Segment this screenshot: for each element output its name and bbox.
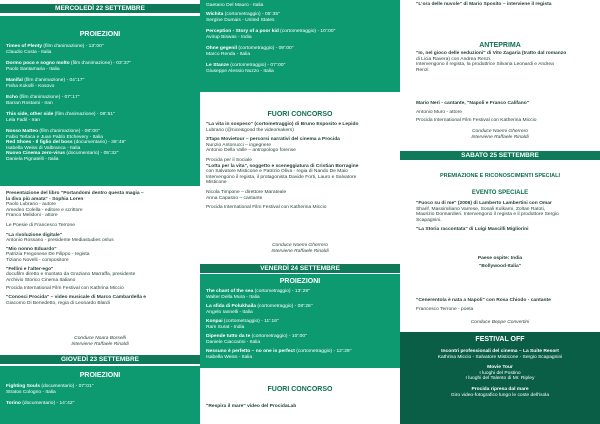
host-block-wednesday — [0, 336, 200, 347]
film-list — [6, 44, 131, 163]
guest-line: Amedeo Colella - editore e scrittore — [6, 207, 83, 213]
guest-line: Franco Melidoni - attore — [6, 213, 58, 219]
talk-title: "La rivoluzione digitale" — [6, 232, 62, 238]
host-block-saturday — [400, 320, 600, 326]
event-line: Giro video-fotografico lungo le coste dell'isola — [450, 392, 550, 398]
events-list-wednesday — [6, 191, 146, 306]
ora-delle-nuvole-wrap — [416, 2, 551, 8]
film-item: Fighting Souls (documentario) - 07':01'' Stratos Cologno - Italia — [6, 384, 94, 395]
festival-off-list — [400, 349, 600, 398]
event-line: Procida ripresa dal mare — [471, 386, 529, 392]
section-title-anteprima: ANTEPRIMA — [479, 42, 521, 49]
festival-off-block — [400, 332, 600, 424]
film-item: Le Stanze (cortometraggio) - 07':00'' Giuseppe Alessio Nuzzo - Italia — [206, 63, 286, 74]
projections-block-wednesday — [0, 16, 200, 186]
event-line: Procida International Film Festival con Katherina Miccio — [206, 205, 327, 211]
projections-title: PROIEZIONI — [279, 278, 321, 285]
event-line: Sharif, Massimiliano Varrese, Sonali Kulkarni, Zoltan Ratoti, — [416, 206, 546, 212]
host-block-friday — [400, 129, 600, 140]
film-item: Perception - Story of a poor kid (cortometraggio) - 10':00'' Avirup Biswas - India — [206, 29, 336, 40]
talk-title: "Fellini e l'alter-ego" — [6, 266, 54, 272]
film-item: Wichita (cortometraggio) - 05':35'' Sergine Dumais - United States — [206, 12, 280, 23]
film-list — [206, 289, 352, 364]
event-line: Intervengono il regista, il protagonista Davide Forti, Lauro e Salvatore — [206, 174, 357, 180]
film-item: Nessuno è perfetto – no one is perfect (cortometraggio) - 12':29'' Isabella Weiss - Italia — [206, 349, 352, 360]
host-line: Conduce Noara Borselli — [74, 336, 126, 341]
film-item: Echo (film d'animazione) - 07':17'' Barran Rostami - Iran — [6, 95, 80, 106]
film-item: Dipende tutto da te (cortometraggio) - 10':00'' Daniele Ciaccarini - Italia — [206, 334, 307, 345]
guest-line: docufilm diretto e montato da Graziano Marraffa, presidente — [6, 272, 136, 278]
event-line: Scapagnini. — [416, 217, 442, 223]
event-line: 3Taps Movietour – percorsi narrativi del cinema a Procida — [206, 137, 340, 143]
day-header-friday: VENERDÌ 24 SETTEMBRE — [200, 264, 400, 273]
cenerentola-list — [416, 298, 551, 312]
film-list — [206, 3, 335, 80]
event-line: Lubrano (@nice&good the videomakers) — [206, 127, 294, 133]
host-line: Conduce Noemi Gherrero — [472, 129, 528, 134]
event-line: "Lotta per la vita", soggetto e sceneggiatura di Cristian Borragine — [206, 163, 359, 169]
film-item: Nosso Matteo (film d'animazione) - 08':00'' Fabio Terlaca e Juan Pablo Etchevery - Italia — [6, 129, 103, 140]
festival-line: Procida International Film Festival con Kathrina Miccio — [6, 286, 124, 292]
evento-speciale-list — [416, 201, 559, 233]
guest-country-block — [400, 256, 600, 269]
film-item: Nuovo Cinema zero-virus (documentario) - 05':32'' Daniela Pignatelli - Italia — [6, 151, 119, 162]
film-item: La sfida di Polukhaila (cortometraggio) - 08':26'' Angelo Iannelli - Italia — [206, 304, 313, 315]
day-header-saturday: SABATO 25 SETTEMBRE — [400, 151, 600, 160]
guest-line: Patrizia Fregonese De Filippo - regista — [6, 252, 90, 258]
event-line: Maurizio Donnardieri. Intervengono il regista e il produttore Sergio — [416, 212, 559, 218]
section-title-fuori-concorso: FUORI CONCORSO — [267, 111, 333, 118]
film-item: Manifal (film d'animazione) - 04':17'' Fisha Kokolli - Kosovo — [6, 78, 85, 89]
fuori-concorso-list — [206, 122, 358, 211]
talk-title: "Mio nonno Eduardo" — [6, 246, 57, 252]
intervene-line: Interviene Raffaele Rinaldi — [271, 248, 329, 254]
guest-line: Tiziano Novelli - compositore — [6, 257, 69, 263]
event-line: I luoghi del Postino — [479, 370, 521, 376]
event-line: "Cenerentola è nata a Napoli" con Rosa Chiodo - cantante — [416, 298, 551, 303]
intervene-line: Interviene Raffaele Rinaldi — [471, 134, 529, 140]
book-presentation-title: Presentazione del libro "Portandomi dentro questa magia – — [6, 191, 144, 196]
film-item: The chant of the sea (cortometraggio) - 13':29'' Walter Della Mura - Italia — [206, 289, 310, 300]
event-line: Incontri professionali del cinema – La Suite Resort — [441, 349, 559, 354]
napoli-list — [416, 101, 536, 124]
video-title: "Conosci Procida" – video musicale di Marco Cambardella e — [6, 294, 146, 300]
section-title-fuori-concorso-2: FUORI CONCORSO — [267, 386, 333, 393]
event-line: "L'ora delle nuvole" di Mario Sposito – interviene il regista — [416, 2, 552, 7]
event-line: I luoghi del Talento di Mr. Ripley — [465, 376, 535, 382]
event-line: Anna Capasso – cantante — [206, 195, 263, 201]
intervene-line: Interviene Raffaele Rinaldi — [71, 341, 129, 347]
projections-title: PROIEZIONI — [79, 372, 121, 379]
film-item: This side, other side (film d'animazione) - 08':51'' Lela Fadil - Iran — [6, 112, 115, 123]
host-line: Conduce Beppe Convertini — [470, 320, 530, 325]
guest-line: Giacomo Di Benedetto, regia di Leonardo Blardi — [6, 300, 110, 306]
column-day-saturday — [400, 0, 600, 424]
projections-block-thursday — [0, 366, 200, 424]
event-line: Procida International Film Festival con Katherina Miccio — [416, 118, 537, 124]
event-line: "La vita in sospeso" (cortometraggio) di Bruno Esposito e Lepido — [206, 122, 359, 127]
anteprima-list — [416, 51, 566, 73]
event-line: "Fuoco su di me" (2006) di Lamberto Lambertini con Omar — [416, 201, 552, 206]
guest-line: Paolo Lubrano - autore — [6, 202, 57, 208]
host-block-thursday — [200, 243, 400, 254]
film-item: Konpai (cortometraggio) - 11':16'' Ram Surat - India — [206, 319, 279, 330]
film-list — [6, 384, 94, 418]
projections-title: PROIEZIONI — [79, 31, 121, 38]
guest-line: Antonio Rossano - presidente Mediastudies onlus — [6, 238, 114, 244]
event-line: Antonio Muro - attore — [416, 109, 462, 115]
guest-line: Archivio Storico Cinema Italiano — [6, 277, 76, 283]
event-line: "Respira il mare" video del ProcidaLab — [206, 404, 297, 409]
host-line: Conduce Noemi Gherrero — [272, 243, 328, 248]
event-line: Nicola Timpone – direttore Marateale — [206, 189, 287, 195]
projections-continued-block — [200, 0, 400, 92]
event-line: Movie Tour — [487, 365, 513, 371]
event-line: Mario Neri - cantante, "Napoli e Franco Califano" — [416, 101, 530, 106]
event-line: Nunzio Antonucci – ingegnere — [206, 142, 271, 148]
projections-block-friday — [200, 274, 400, 368]
film-item: Dormo poco e sogno molto (film d'animazione) - 03':37'' Paolo Santamaria - Italia — [6, 61, 132, 72]
event-line: "Io, nel gioco delle seduzioni" di Vito Zagaria (tratto dal romanzo — [416, 51, 567, 56]
event-line: Intervengono il regista, la produttrice Silvana Leonardi e Andrea — [416, 62, 554, 68]
section-title-evento-speciale: EVENTO SPECIALE — [471, 190, 529, 196]
guest-country-line: Paese ospite: India — [477, 256, 523, 261]
event-line: Misticone — [206, 180, 227, 186]
film-item: Red Shoes - Il figlio del boss (documentario) - 36':46'' Isabella Weiss di Valbranca - Italia — [6, 140, 127, 151]
event-line: Kathrina Miccio - Salvatore Misticone - Sergio Scapagnini — [437, 354, 563, 360]
event-line: Antonio Della Valle – antropologo forense — [206, 148, 296, 154]
event-line: "La Storia raccontata" di Luigi Mascilli Migliorini — [416, 227, 529, 233]
bollywood-line: "Bollywood-Italia" — [478, 263, 522, 269]
event-line: Francesco Terrone - poeta — [416, 306, 474, 312]
event-line: con Salvatore Misticone e Patrizio Oliva - regia di Nando De Maio — [206, 169, 348, 175]
event-line: di Licia Ravera) con Andrea Renzi. — [416, 56, 492, 62]
fuori-concorso-2-line-wrap — [206, 404, 296, 410]
section-title-premiazione: PREMIAZIONE E RICONOSCIMENTI SPECIALI — [439, 173, 561, 179]
day-header-wednesday: MERCOLEDÌ 22 SETTEMBRE — [0, 4, 200, 13]
film-item: Torino (documentario) - 14':42'' — [6, 401, 75, 406]
column-day-wednesday — [0, 0, 200, 424]
column-day-thursday-friday — [200, 0, 400, 424]
film-item: Times of Plenty (film d'animazione) - 13':00'' Claudio Costa - Italia — [6, 44, 104, 55]
book-presentation-subtitle: la diva più amata" - Sophia Loren — [6, 196, 84, 202]
event-line: Renzi — [416, 67, 429, 73]
poetry-line: Le Poesie di Francesco Terrone — [6, 222, 75, 228]
film-item: Ohne gegenil (cortometraggio) - 09':00'' Marco Renda - Italia — [206, 46, 294, 57]
festival-off-title: FESTIVAL OFF — [475, 336, 525, 343]
film-item: Gaetano Del Mauro - Italia — [206, 3, 264, 8]
day-header-thursday: GIOVEDÌ 23 SETTEMBRE — [0, 355, 200, 364]
event-line: Procida per il Sociale — [206, 157, 252, 163]
